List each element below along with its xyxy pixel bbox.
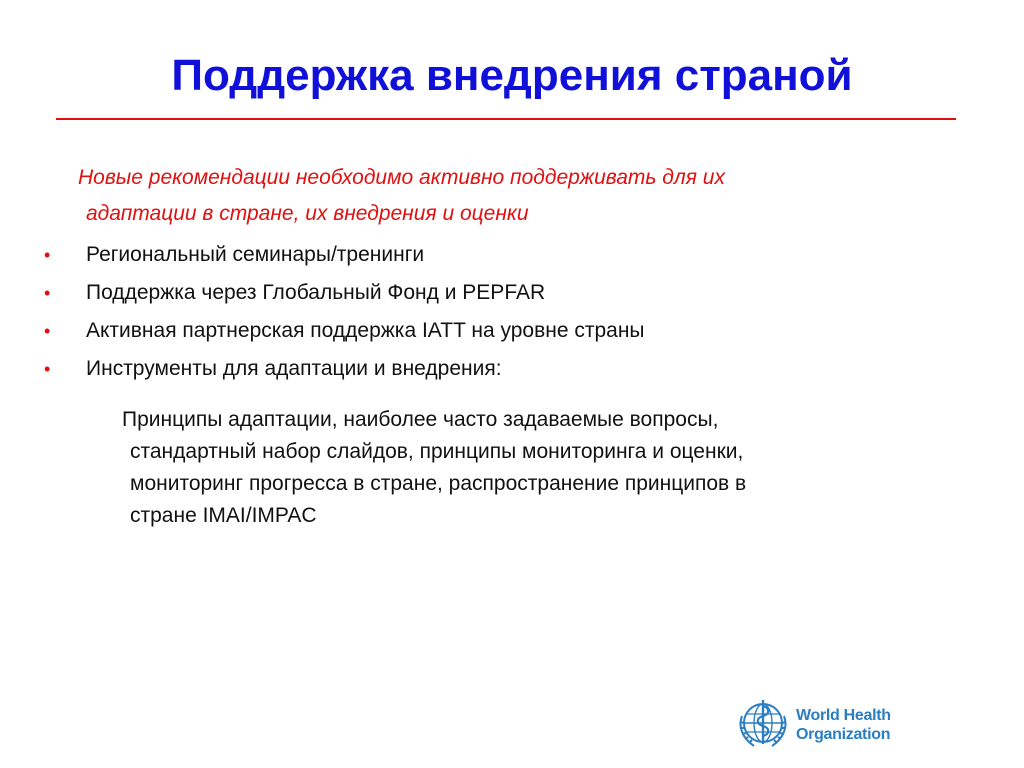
logo-line-2: Organization [796,726,891,743]
title-divider [56,118,956,120]
bullet-icon: • [44,283,51,303]
intro-line-1: Новые рекомендации необходимо активно поддерживать для их [78,166,725,189]
bullet-text: Активная партнерская поддержка IATT на уровне страны [86,319,645,342]
list-item [0,236,1024,274]
who-logo [734,694,904,754]
sub-line: стандартный набор слайдов, принципы мониторинга и оценки, [130,440,744,463]
bullet-list [0,236,1024,388]
list-item [0,350,1024,388]
who-logo-text [796,706,891,744]
bullet-icon: • [44,321,51,341]
logo-line-1: World Health [796,707,891,724]
sub-paragraph [122,404,980,532]
list-item [0,274,1024,312]
who-emblem-icon [734,694,792,752]
bullet-icon: • [44,245,51,265]
sub-line: Принципы адаптации, наиболее часто задаваемые вопросы, [122,408,719,431]
list-item [0,312,1024,350]
sub-line: стране IMAI/IMPAC [130,504,317,527]
intro-line-2: адаптации в стране, их внедрения и оценки [86,202,529,225]
bullet-icon: • [44,359,51,379]
bullet-text: Инструменты для адаптации и внедрения: [86,357,502,380]
intro-text [78,160,978,232]
sub-line: мониторинг прогресса в стране, распространение принципов в [130,472,747,495]
slide-title: Поддержка внедрения страной [171,51,853,100]
bullet-text: Региональный семинары/тренинги [86,243,425,266]
bullet-text: Поддержка через Глобальный Фонд и PEPFAR [86,281,546,304]
